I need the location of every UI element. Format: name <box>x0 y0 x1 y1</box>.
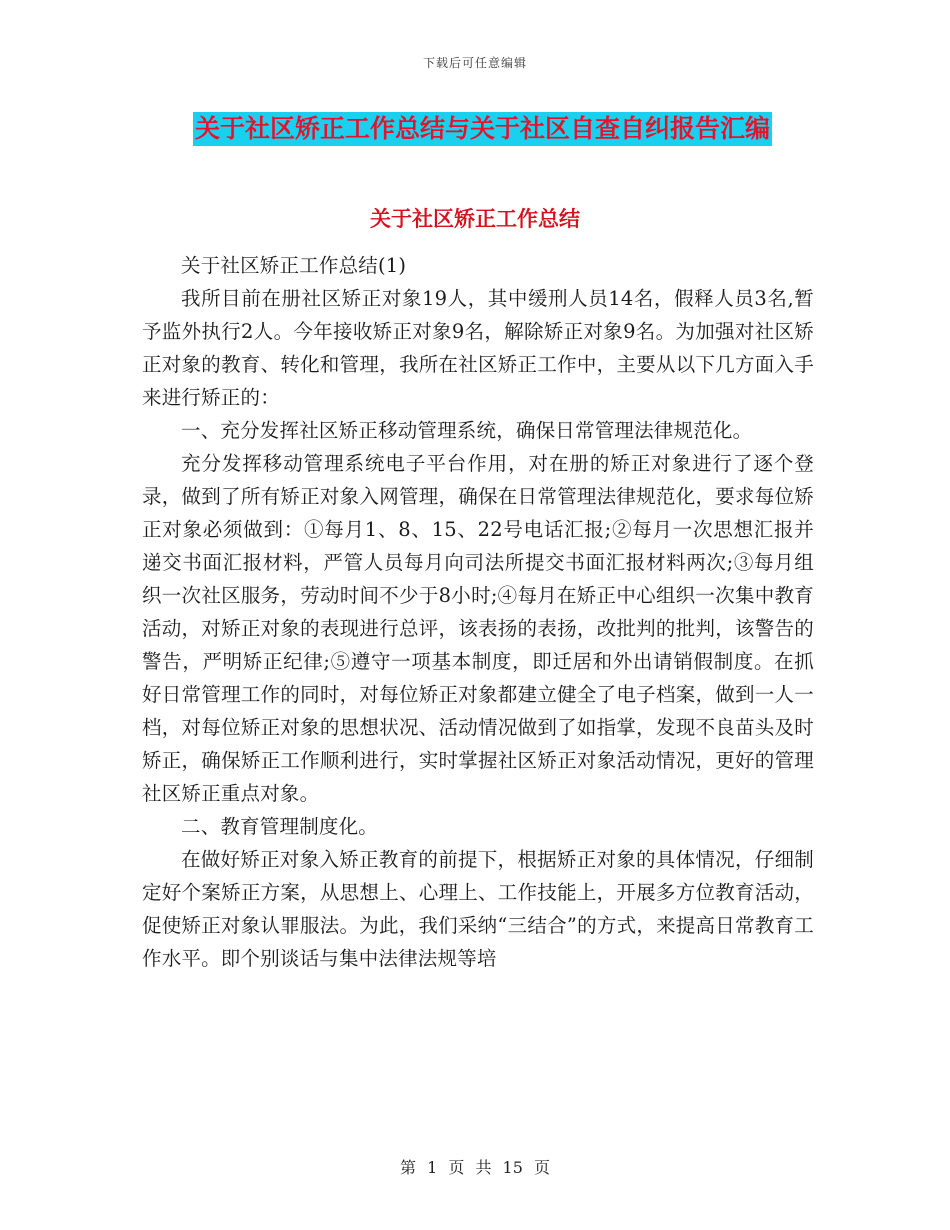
document-body <box>142 249 814 975</box>
header-note: 下载后可任意编辑 <box>422 56 527 70</box>
document-title: 关于社区矫正工作总结与关于社区自查自纠报告汇编 <box>193 112 772 146</box>
paragraph-heading: 二、教育管理制度化。 <box>181 815 379 838</box>
paragraph-subtitle: 关于社区矫正工作总结(1) <box>181 254 407 277</box>
section-title: 关于社区矫正工作总结 <box>370 206 580 231</box>
paragraph: 我所目前在册社区矫正对象19人，其中缓刑人员14名，假释人员3名,暂予监外执行2人。今年接收矫正对象9名，解除矫正对象9名。为加强对社区矫正对象的教育、转化和管理，我所在社区矫正工作中，主要从以下几方面入手来进行矫正的： <box>142 287 814 409</box>
paragraph: 充分发挥移动管理系统电子平台作用，对在册的矫正对象进行了逐个登录，做到了所有矫正对象入网管理，确保在日常管理法律规范化，要求每位矫正对象必须做到：①每月1、8、15、22号电话汇报;②每月一次思想汇报并递交书面汇报材料，严管人员每月向司法所提交书面汇报材料两次;③每月组织一次社区服务，劳动时间不少于8小时;④每月在矫正中心组织一次集中教育活动，对矫正对象的表现进行总评，该表扬的表扬，改批判的批判，该警告的警告，严明矫正纪律;⑤遵守一项基本制度，即迁居和外出请销假制度。在抓好日常管理工作的同时，对每位矫正对象都建立健全了电子档案，做到一人一档，对每位矫正对象的思想状况、活动情况做到了如指掌，发现不良苗头及时矫正，确保矫正工作顺利进行，实时掌握社区矫正对象活动情况，更好的管理社区矫正重点对象。 <box>142 452 814 805</box>
paragraph: 在做好矫正对象入矫正教育的前提下，根据矫正对象的具体情况，仔细制定好个案矫正方案，从思想上、心理上、工作技能上，开展多方位教育活动，促使矫正对象认罪服法。为此，我们采纳“三结合”的方式，来提高日常教育工作水平。即个别谈话与集中法律法规等培 <box>142 848 814 970</box>
page-footer: 第 1 页 共 15 页 <box>400 1158 550 1177</box>
paragraph-heading: 一、充分发挥社区矫正移动管理系统，确保日常管理法律规范化。 <box>181 419 753 442</box>
